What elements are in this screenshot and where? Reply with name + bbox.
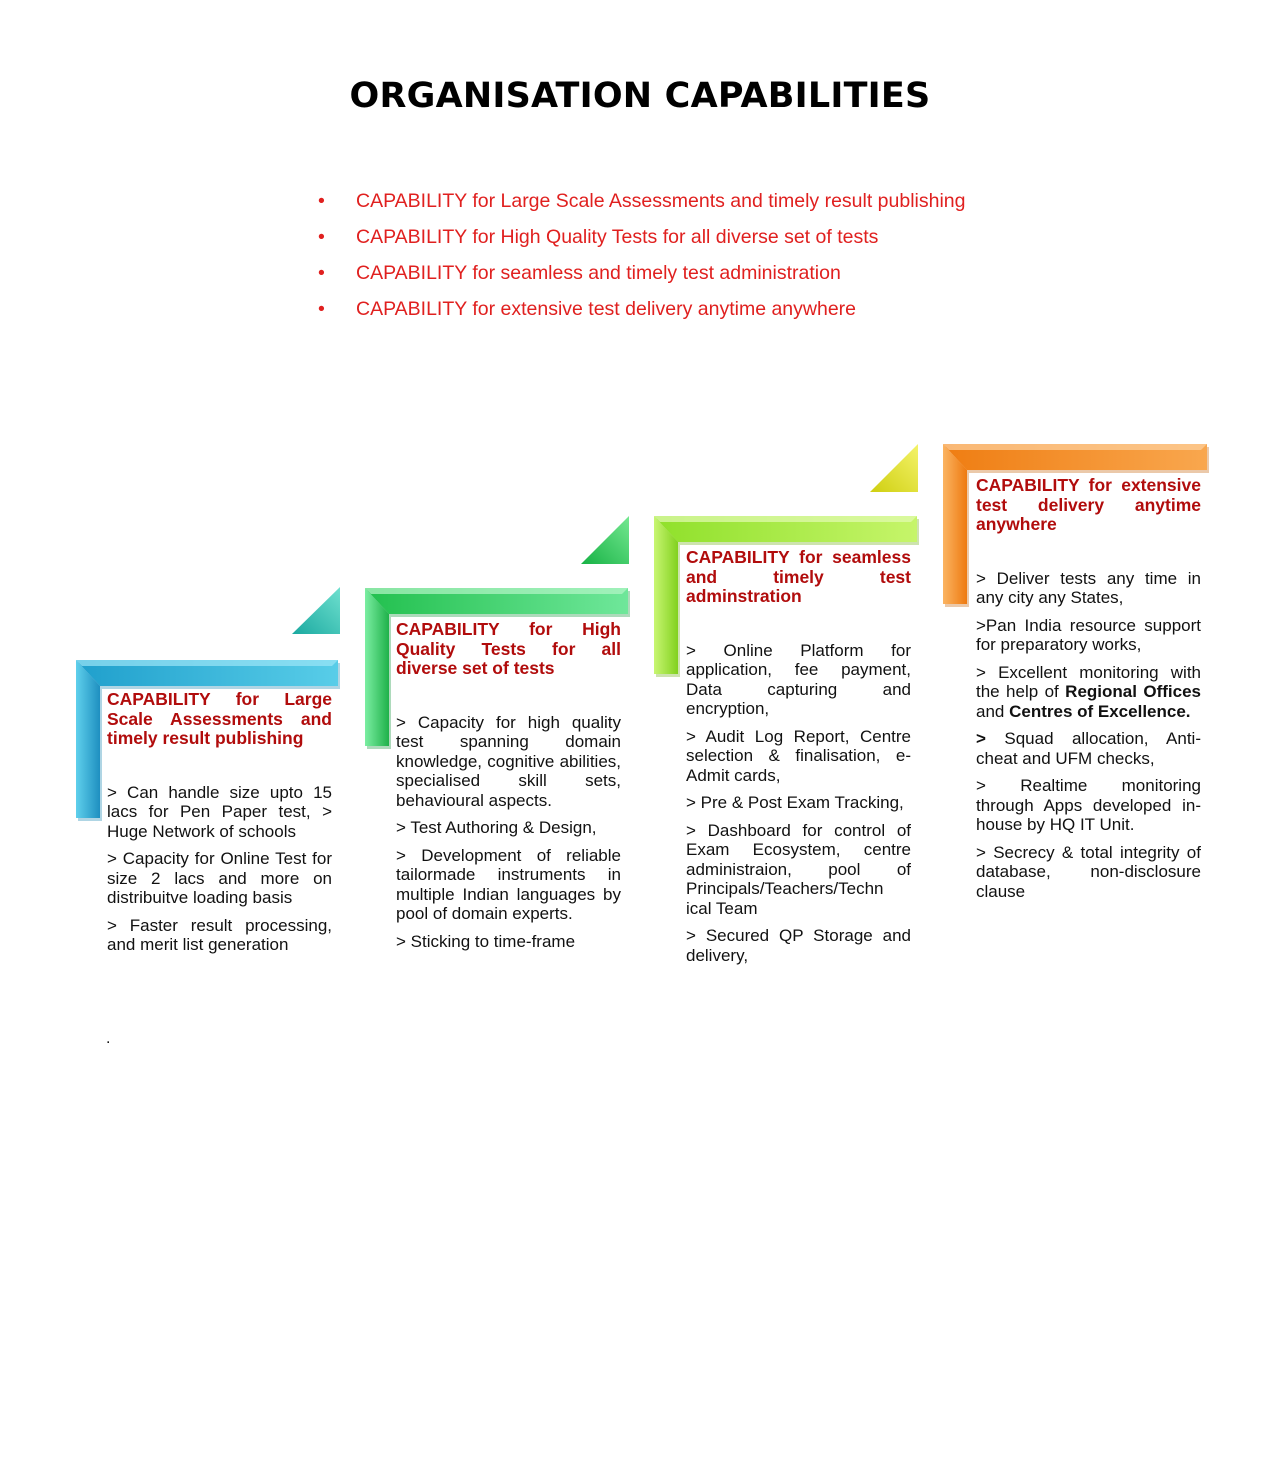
step-2-triangle (581, 516, 629, 564)
step-3-point: > Audit Log Report, Centre selection & finalisation, e-Admit cards, (686, 726, 911, 785)
regional-offices-text: Regional Offices (1065, 682, 1201, 701)
step-1-content (107, 690, 332, 963)
step-1-point: > Faster result processing, and merit list generation (107, 915, 332, 954)
step-4-point-marker: > (976, 729, 986, 748)
step-3-point: > Secured QP Storage and delivery, (686, 926, 911, 965)
centres-of-excellence-text: Centres of Excellence. (1009, 701, 1191, 721)
step-2-point: > Sticking to time-frame (396, 931, 576, 951)
step-1-point: > Can handle size upto 15 lacs for Pen Paper test, > Huge Network of schools (107, 782, 332, 841)
step-3-content (686, 548, 911, 973)
step-3-point: > Dashboard for control of Exam Ecosystem, centre administraion, pool of Principals/Teachers/Techn ical Team (686, 820, 911, 918)
step-3-point: > Pre & Post Exam Tracking, (686, 793, 904, 812)
step-1-point: > Capacity for Online Test for size 2 lacs and more on distribuitve loading basis (107, 849, 332, 907)
bullet-text: CAPABILITY for seamless and timely test administration (356, 262, 841, 284)
step-3-triangle (870, 444, 918, 492)
step-4-point: > Secrecy & total integrity of database, non-disclosure clause (976, 842, 1201, 901)
step-4-point-text: Squad allocation, Anti-cheat and UFM checks, (976, 729, 1201, 768)
step-4-heading: CAPABILITY for extensive test delivery anytime anywhere (976, 475, 1201, 534)
step-2-point: > Capacity for high quality test spanning domain knowledge, cognitive abilities, specialised skill sets, behavioural aspects. (396, 712, 621, 810)
step-1-heading: CAPABILITY for Large Scale Assessments and timely result publishing (107, 689, 332, 748)
bullet-glyph: • (318, 226, 325, 248)
step-2-point: > Development of reliable tailormade instruments in multiple Indian languages by pool of domain experts. (396, 845, 621, 923)
bullet-glyph: • (318, 190, 325, 212)
step-2-point: > Test Authoring & Design, (396, 818, 597, 837)
step-4-point (976, 729, 1201, 768)
step-2-content (396, 620, 621, 959)
step-4-point-text: and (976, 701, 1010, 721)
step-4-point (976, 663, 1201, 722)
stray-dot: . (106, 1030, 111, 1047)
bullet-glyph: • (318, 262, 325, 284)
step-1-triangle (292, 587, 340, 634)
step-4-point: > Realtime monitoring through Apps developed in-house by HQ IT Unit. (976, 776, 1201, 834)
step-4-point: > Deliver tests any time in any city any States, (976, 568, 1201, 607)
step-3-heading: CAPABILITY for seamless and timely test adminstration (686, 547, 911, 606)
bullet-text: CAPABILITY for High Quality Tests for all diverse set of tests (356, 226, 879, 248)
page-title: ORGANISATION CAPABILITIES (349, 76, 931, 116)
step-2-heading: CAPABILITY for High Quality Tests for all diverse set of tests (396, 619, 621, 678)
bullet-text: CAPABILITY for Large Scale Assessments and timely result publishing (356, 190, 966, 212)
bullet-text: CAPABILITY for extensive test delivery anytime anywhere (356, 298, 857, 320)
step-4-content (976, 476, 1201, 909)
step-4-point-text: > Excellent monitoring with the help of (976, 662, 1201, 701)
step-3-point: > Online Platform for application, fee payment, Data capturing and encryption, (686, 640, 911, 718)
bullet-glyph: • (318, 298, 325, 320)
step-4-point: >Pan India resource support for preparatory works, (976, 615, 1201, 654)
